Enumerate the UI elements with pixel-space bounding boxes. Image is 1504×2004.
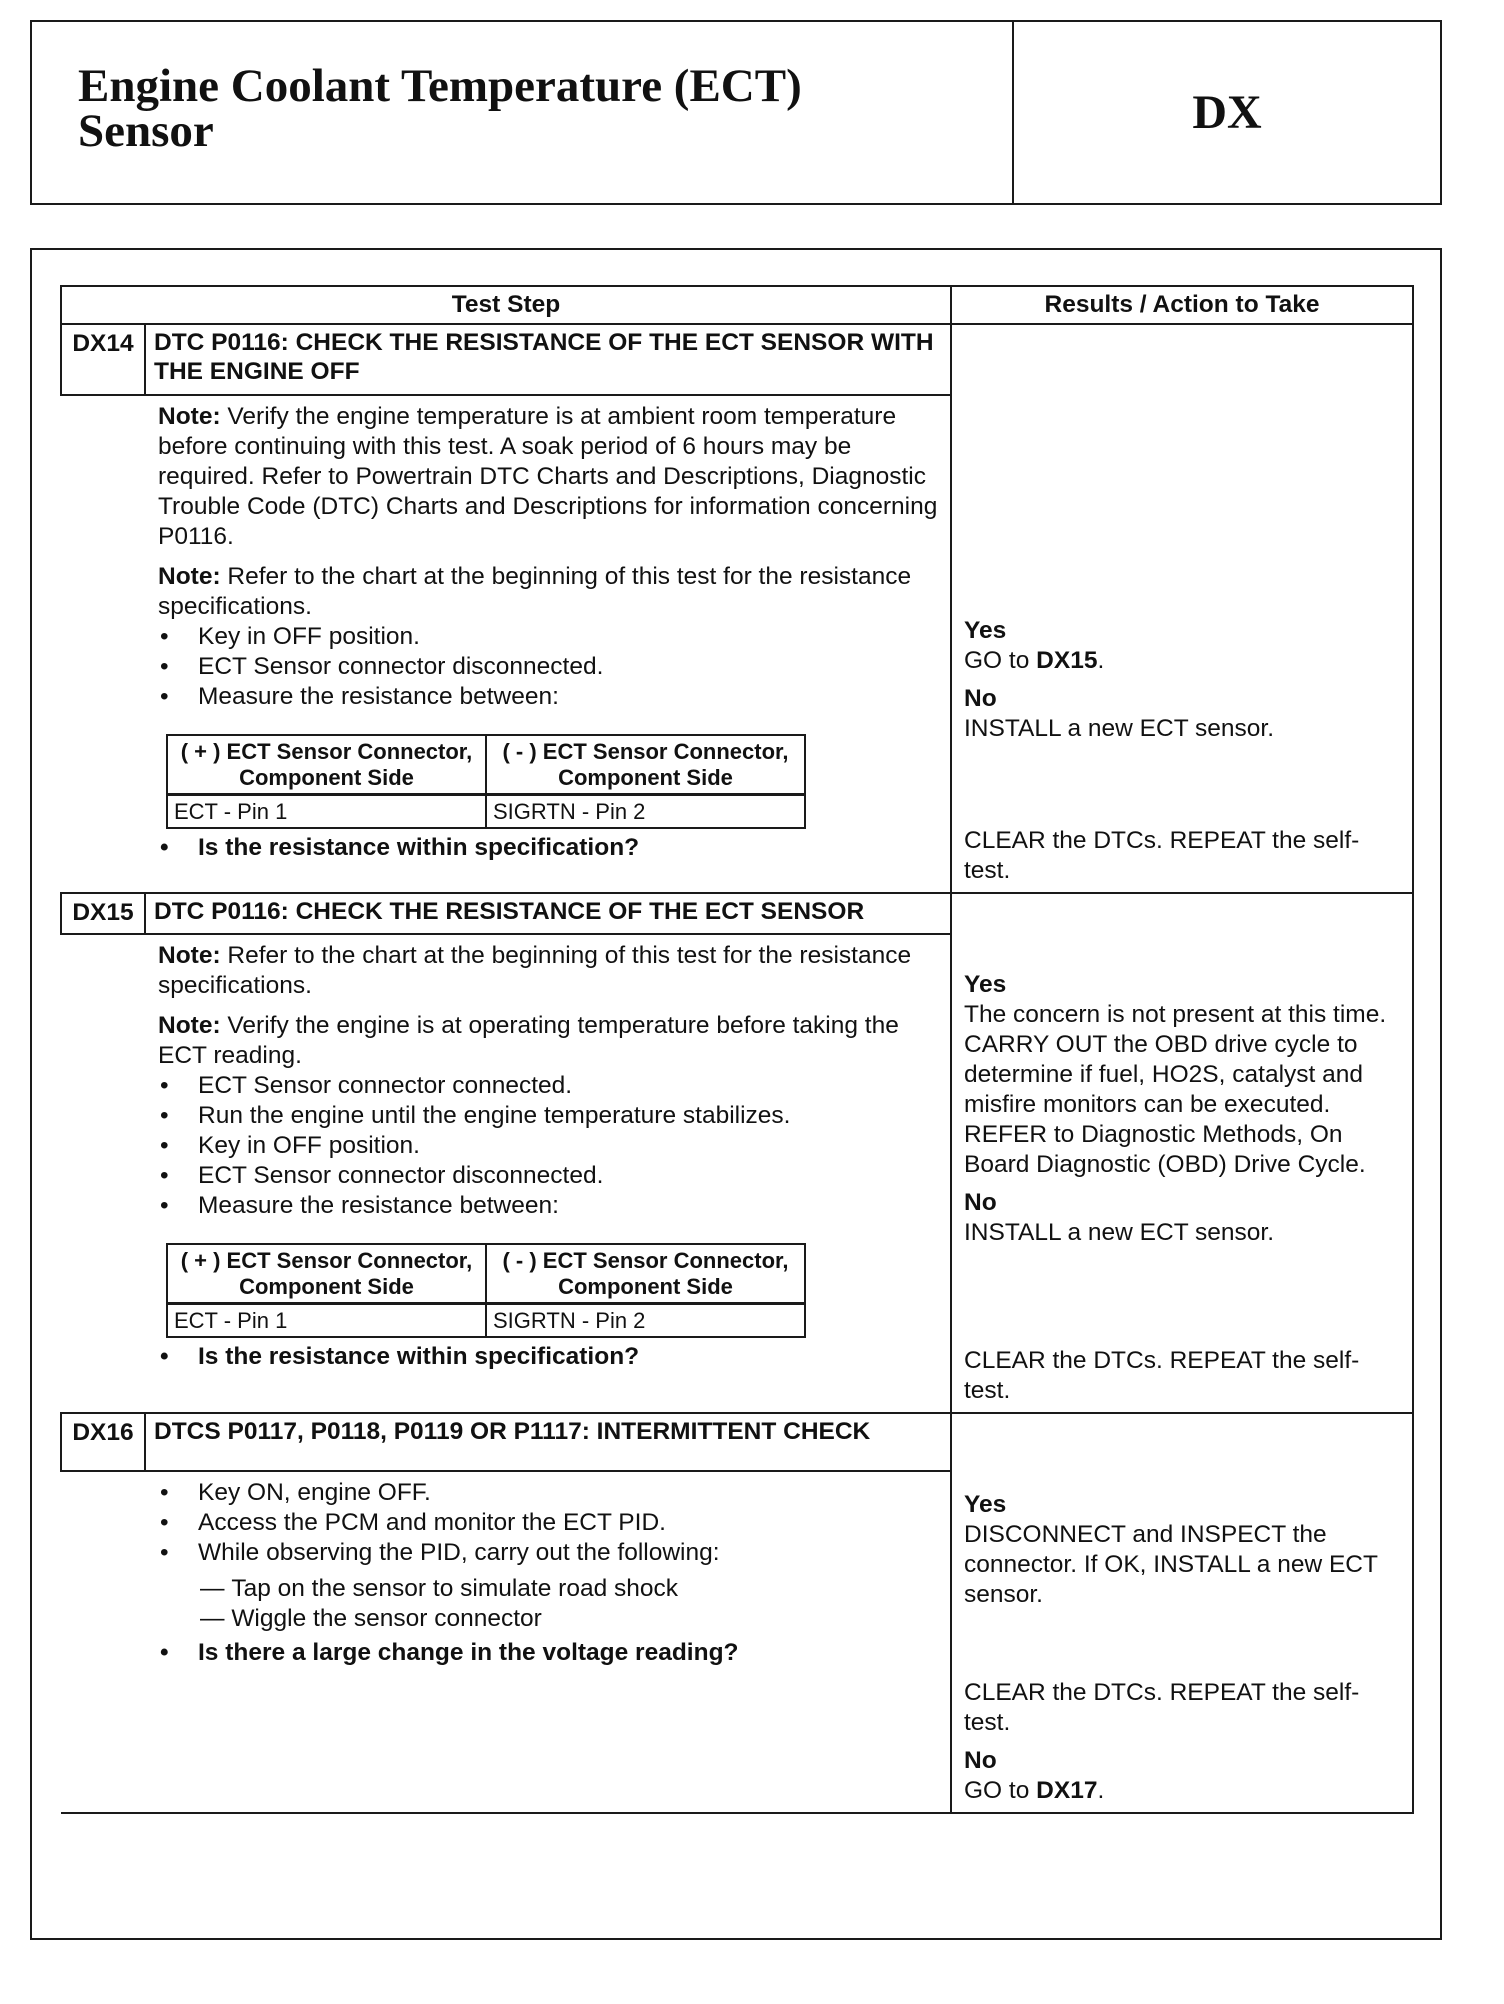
dx15-note-1: Note: Refer to the chart at the beginning of this test for the resistance specifications. — [158, 942, 912, 1000]
dx15-bullets — [158, 1071, 938, 1221]
dx16-question: • Is there a large change in the voltage reading? — [158, 1638, 938, 1668]
page-title — [78, 60, 1012, 157]
dx14-yes-label: Yes — [964, 617, 1007, 644]
page-header — [30, 20, 1442, 205]
dx15-yes-text: The concern is not present at this time. CARRY OUT the OBD drive cycle to determine if fuel, HO2S, catalyst and misfire monitors can be executed. REFER to Diagnostic Methods, On Board Diagnostic (OBD) Drive Cycle. — [964, 1001, 1387, 1178]
pin-table-cell: ECT - Pin 1 — [167, 1304, 486, 1338]
dx16-bullets — [158, 1478, 938, 1568]
list-item: • ECT Sensor connector disconnected. — [158, 1161, 938, 1191]
list-item: • ECT Sensor connector disconnected. — [158, 652, 938, 682]
pin-table-cell: ECT - Pin 1 — [167, 794, 486, 828]
dx15-results — [951, 893, 1413, 1413]
dx15-body — [61, 934, 951, 1413]
list-item: • Access the PCM and monitor the ECT PID. — [158, 1508, 938, 1538]
dx14-bullets — [158, 622, 938, 712]
dx16-title-row — [61, 1413, 1413, 1471]
dx16-id: DX16 — [61, 1413, 145, 1471]
dx15-pin-table — [166, 1243, 806, 1338]
list-item: • Key in OFF position. — [158, 1131, 938, 1161]
dx14-no-text: INSTALL a new ECT sensor. — [964, 715, 1275, 742]
dx16-title: DTCS P0117, P0118, P0119 OR P1117: INTERMITTENT CHECK — [145, 1413, 951, 1471]
dx15-title: DTC P0116: CHECK THE RESISTANCE OF THE ECT SENSOR — [145, 893, 951, 934]
list-item: — Tap on the sensor to simulate road shock — [200, 1574, 938, 1604]
dx14-question-list — [158, 833, 938, 863]
list-item: • Key ON, engine OFF. — [158, 1478, 938, 1508]
dx14-results — [951, 324, 1413, 893]
dx15-title-row — [61, 893, 1413, 934]
table-header-row — [61, 286, 1413, 324]
list-item: — Wiggle the sensor connector — [200, 1604, 938, 1634]
dx16-dash-list — [200, 1574, 938, 1634]
dx14-clear-text: CLEAR the DTCs. REPEAT the self-test. — [964, 827, 1360, 884]
dx16-question-list — [158, 1638, 938, 1668]
pin-table-cell: SIGRTN - Pin 2 — [486, 1304, 805, 1338]
dx16-yes-label: Yes — [964, 1491, 1007, 1518]
dx15-question-list — [158, 1342, 938, 1372]
dx16-body — [61, 1471, 951, 1813]
pin-table-header: ( + ) ECT Sensor Connector, Component Side — [167, 735, 486, 795]
title-cell — [32, 22, 1014, 203]
dx14-note-1: Note: Verify the engine temperature is at ambient room temperature before continuing with this test. A soak period of 6 hours may be required. Refer to Powertrain DTC Charts and Descriptions, Diagnostic Trouble Code (DTC) Charts and Descriptions for information concerning P0116. — [158, 402, 938, 550]
dx16-clear-text: CLEAR the DTCs. REPEAT the self-test. — [964, 1679, 1360, 1736]
dx15-id: DX15 — [61, 893, 145, 934]
col-results: Results / Action to Take — [951, 286, 1413, 324]
dx14-question: • Is the resistance within specification? — [158, 833, 938, 863]
dx14-title: DTC P0116: CHECK THE RESISTANCE OF THE ECT SENSOR WITH THE ENGINE OFF — [145, 324, 951, 395]
pin-table-header: ( - ) ECT Sensor Connector, Component Side — [486, 1244, 805, 1304]
list-item: • While observing the PID, carry out the following: — [158, 1538, 938, 1568]
dx16-results — [951, 1413, 1413, 1813]
dx14-title-row — [61, 324, 1413, 395]
title-line-2: Sensor — [78, 105, 214, 157]
dx15-no-label: No — [964, 1189, 997, 1216]
dx14-pin-table — [166, 734, 806, 829]
list-item: • Measure the resistance between: — [158, 682, 938, 712]
dx15-no-text: INSTALL a new ECT sensor. — [964, 1219, 1275, 1246]
dx15-note-2: Note: Verify the engine is at operating temperature before taking the ECT reading. — [158, 1012, 899, 1070]
col-test-step: Test Step — [61, 286, 951, 324]
dx14-no-label: No — [964, 685, 997, 712]
pin-table-header: ( - ) ECT Sensor Connector, Component Side — [486, 735, 805, 795]
dx14-note-2: Note: Refer to the chart at the beginning of this test for the resistance specifications. — [158, 562, 912, 620]
dx15-yes-label: Yes — [964, 971, 1007, 998]
list-item: • Measure the resistance between: — [158, 1191, 938, 1221]
dx15-clear-text: CLEAR the DTCs. REPEAT the self-test. — [964, 1347, 1360, 1404]
pin-table-cell: SIGRTN - Pin 2 — [486, 794, 805, 828]
section-code: DX — [1192, 86, 1262, 139]
list-item: • Key in OFF position. — [158, 622, 938, 652]
dx16-yes-text: DISCONNECT and INSPECT the connector. If OK, INSTALL a new ECT sensor. — [964, 1521, 1378, 1608]
dx14-body — [61, 395, 951, 893]
dx16-no-label: No — [964, 1747, 997, 1774]
dx14-yes-text: GO to DX15. — [964, 647, 1105, 674]
code-cell — [1014, 22, 1440, 203]
pin-table-header: ( + ) ECT Sensor Connector, Component Side — [167, 1244, 486, 1304]
list-item: • Run the engine until the engine temperature stabilizes. — [158, 1101, 938, 1131]
dx14-id: DX14 — [61, 324, 145, 395]
list-item: • ECT Sensor connector connected. — [158, 1071, 938, 1101]
test-steps-table — [60, 285, 1414, 1814]
title-line-1: Engine Coolant Temperature (ECT) — [78, 60, 802, 112]
dx15-question: • Is the resistance within specification? — [158, 1342, 938, 1372]
dx16-no-text: GO to DX17. — [964, 1777, 1105, 1804]
